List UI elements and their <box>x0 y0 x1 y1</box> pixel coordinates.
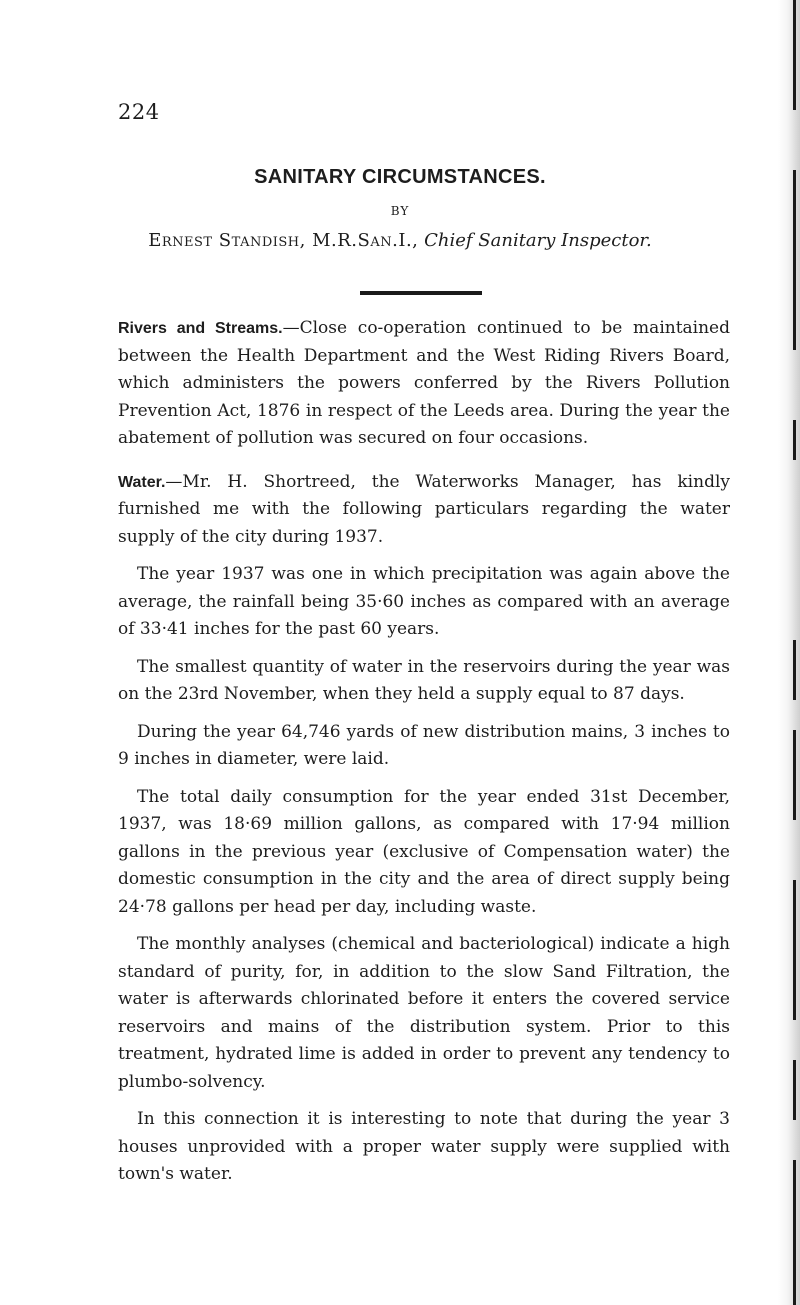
page-edge-shadow <box>778 0 800 1305</box>
paragraph-consumption: The total daily consumption for the year ended 31st December, 1937, was 18·69 million gallons, as compared with 17·94 million gallons in the previous year (exclusive of Compensation water) the domestic consumption in the city and the area of direct supply being 24·78 gallons per head per day, including waste. <box>118 786 730 917</box>
title-divider <box>360 291 482 295</box>
section-rivers <box>118 315 730 453</box>
section-heading-water: Water. <box>118 473 166 491</box>
section-text-rivers: —Close co-operation continued to be maintained between the Health Department and the West Riding Rivers Board, which administers the powers conferred by the Rivers Pollution Prevention Act, 1876 in respect of the Leeds area. During the year the abatement of pollution was secured on four occasions. <box>118 318 730 448</box>
edge-mark <box>793 420 796 460</box>
edge-mark <box>793 880 796 1020</box>
paragraph-reservoirs: The smallest quantity of water in the reservoirs during the year was on the 23rd November, when they held a supply equal to 87 days. <box>118 656 730 704</box>
section-heading-rivers: Rivers and Streams. <box>118 320 283 337</box>
paragraph-analyses: The monthly analyses (chemical and bacteriological) indicate a high standard of purity, for, in addition to the slow Sand Filtration, the water is afterwards chlorinated before it enters the covered service reservoirs and mains of the distribution system. Prior to this treatment, hydrated lime is added in order to prevent any tendency to plumbo-solvency. <box>118 934 730 1092</box>
article-body <box>118 315 730 1199</box>
page-title: SANITARY CIRCUMSTANCES. <box>254 166 546 188</box>
edge-mark <box>793 0 796 110</box>
byline-by: BY <box>390 204 410 218</box>
edge-mark <box>793 730 796 820</box>
page-number: 224 <box>118 100 160 124</box>
edge-mark <box>793 170 796 350</box>
author-role: Chief Sanitary Inspector. <box>424 230 652 251</box>
section-water <box>118 469 730 552</box>
edge-mark <box>793 640 796 700</box>
edge-mark <box>793 1060 796 1120</box>
author-line <box>0 230 800 251</box>
paragraph-supply: In this connection it is interesting to note that during the year 3 houses unprovided with a proper water supply were supplied with town's water. <box>118 1109 730 1184</box>
paragraph-mains: During the year 64,746 yards of new distribution mains, 3 inches to 9 inches in diameter, were laid. <box>118 721 730 769</box>
section-text-water: —Mr. H. Shortreed, the Waterworks Manager, has kindly furnished me with the following particulars regarding the water supply of the city during 1937. <box>118 471 730 547</box>
edge-mark <box>793 1160 796 1305</box>
paragraph-rainfall: The year 1937 was one in which precipitation was again above the average, the rainfall being 35·60 inches as compared with an average of 33·41 inches for the past 60 years. <box>118 564 730 639</box>
author-name: Ernest Standish, M.R.San.I., <box>148 230 419 251</box>
